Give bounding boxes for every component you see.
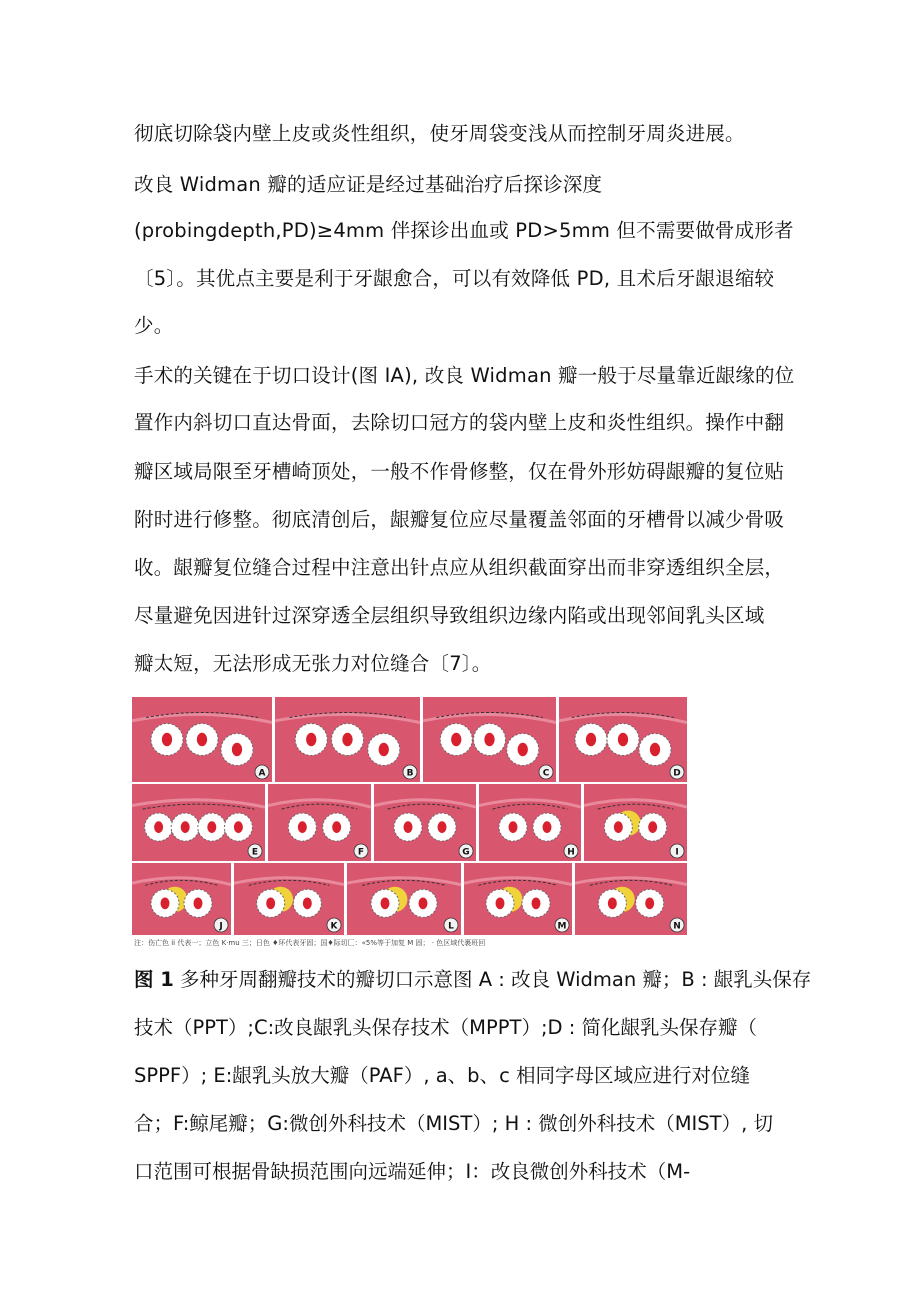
text-line: 〔5〕。其优点主要是利于牙龈愈合，可以有效降低 PD, 且术后牙龈退缩较 (134, 267, 775, 290)
tooth-pulp (266, 897, 275, 909)
text-line: (probingdepth,PD)≥4mm 伴探诊出血或 PD>5mm 但不需要做骨成形者 (134, 219, 794, 242)
tooth-pulp (332, 821, 341, 833)
panel-label: G (462, 847, 470, 858)
tooth-pulp (438, 821, 447, 833)
tooth-pulp (618, 733, 628, 746)
tooth-pulp (207, 821, 216, 833)
text-line: 收。龈瓣复位缝合过程中注意出针点应从组织截面穿出而非穿透组织全层， (134, 556, 785, 579)
tooth-pulp (496, 897, 505, 909)
tooth-pulp (650, 743, 660, 756)
tooth-pulp (518, 743, 528, 756)
panel-label: N (673, 921, 681, 932)
panel-label: A (258, 768, 266, 779)
caption-line: 技术（PPT）;C:改良龈乳头保存技术（MPPT）;D : 简化龈乳头保存瓣（ (134, 1016, 757, 1039)
panel-label: L (448, 921, 454, 932)
tooth-pulp (161, 897, 170, 909)
panel-label: I (675, 847, 679, 858)
caption-line: 合；F:鲸尾瓣；G:微创外科技术（MIST）; H : 微创外科技术（MIST）, 切 (134, 1112, 773, 1135)
tooth-pulp (181, 821, 190, 833)
text-line: 置作内斜切口直达骨面，去除切口冠方的袋内壁上皮和炎性组织。操作中翻 (134, 411, 785, 434)
figure-panel (575, 863, 687, 935)
panel-label: D (673, 768, 681, 779)
panel-label: J (219, 921, 223, 932)
tooth-pulp (586, 733, 596, 746)
figure-note: 注：伤亡色 ii 代表一；立色 K·mu 三；日色 ♦环代表牙固；国♦际切匚：«5%等于加复 M 固； · 色区域代裹班回 (134, 939, 486, 947)
tooth-pulp (303, 897, 312, 909)
text-line: 彻底切除袋内壁上皮或炎性组织，使牙周袋变浅从而控制牙周炎进展。 (134, 122, 745, 145)
caption-text: 多种牙周翻瓣技术的瓣切口示意图 A : 改良 Widman 瓣；B : 龈乳头保存 (173, 968, 812, 991)
panel-label: K (330, 921, 338, 932)
tooth-pulp (608, 897, 617, 909)
figure-panel (275, 697, 420, 782)
panel-label: E (251, 847, 259, 858)
tooth-pulp (194, 897, 203, 909)
flap-incision-figure (132, 697, 687, 935)
panel-label: H (567, 847, 575, 858)
panel-label: B (406, 768, 414, 779)
tooth-pulp (381, 897, 390, 909)
figure-panel (347, 863, 461, 935)
tooth-pulp (543, 821, 552, 833)
tooth-pulp (234, 821, 243, 833)
caption-line: SPPF）; E:龈乳头放大瓣（PAF）, a、b、c 相同字母区域应进行对位缝 (134, 1064, 750, 1087)
caption-line (134, 970, 811, 990)
tooth-pulp (419, 897, 428, 909)
figure-panel (464, 863, 572, 935)
tooth-pulp (342, 733, 352, 746)
tooth-pulp (232, 743, 242, 756)
text-line: 手术的关键在于切口设计(图 IA), 改良 Widman 瓣一般于尽量靠近龈缘的位 (134, 364, 795, 387)
figure-panel (423, 697, 556, 782)
tooth-pulp (298, 821, 307, 833)
text-line: 尽量避免因进针过深穿透全层组织导致组织边缘内陷或出现邻间乳头区域 (134, 604, 765, 627)
tooth-pulp (532, 897, 541, 909)
text-line: 瓣太短，无法形成无张力对位缝合〔7〕。 (134, 652, 492, 675)
tooth-pulp (162, 733, 172, 746)
text-line: 少。 (134, 314, 174, 337)
figure-panel (132, 784, 265, 861)
tooth-pulp (154, 821, 163, 833)
figure-panel (374, 784, 476, 861)
tooth-pulp (614, 821, 623, 833)
panel-label: M (557, 921, 567, 932)
panel-label: F (357, 847, 365, 858)
tooth-pulp (451, 733, 461, 746)
tooth-pulp (648, 821, 657, 833)
figure-panels (132, 697, 687, 935)
text-line: 瓣区域局限至牙槽崎顶处，一般不作骨修整，仅在骨外形妨碍龈瓣的复位贴 (134, 460, 785, 483)
tooth-pulp (379, 743, 389, 756)
text-line: 附时进行修整。彻底清创后，龈瓣复位应尽量覆盖邻面的牙槽骨以减少骨吸 (134, 508, 785, 531)
caption-line: 口范围可根据骨缺损范围向远端延伸；I：改良微创外科技术（M- (134, 1160, 691, 1183)
tooth-pulp (509, 821, 518, 833)
figure-panel (268, 784, 371, 861)
caption-label: 图 1 (134, 968, 174, 991)
figure-panel (132, 863, 231, 935)
figure-panel (234, 863, 344, 935)
tooth-pulp (484, 733, 494, 746)
figure-panel (559, 697, 687, 782)
tooth-pulp (404, 821, 413, 833)
figure-panel (584, 784, 687, 861)
figure-panel (479, 784, 581, 861)
tooth-pulp (306, 733, 316, 746)
tooth-pulp (645, 897, 654, 909)
figure-panel (132, 697, 272, 782)
panel-label: C (542, 768, 550, 779)
tooth-pulp (197, 733, 207, 746)
text-line: 改良 Widman 瓣的适应证是经过基础治疗后探诊深度 (134, 173, 603, 196)
